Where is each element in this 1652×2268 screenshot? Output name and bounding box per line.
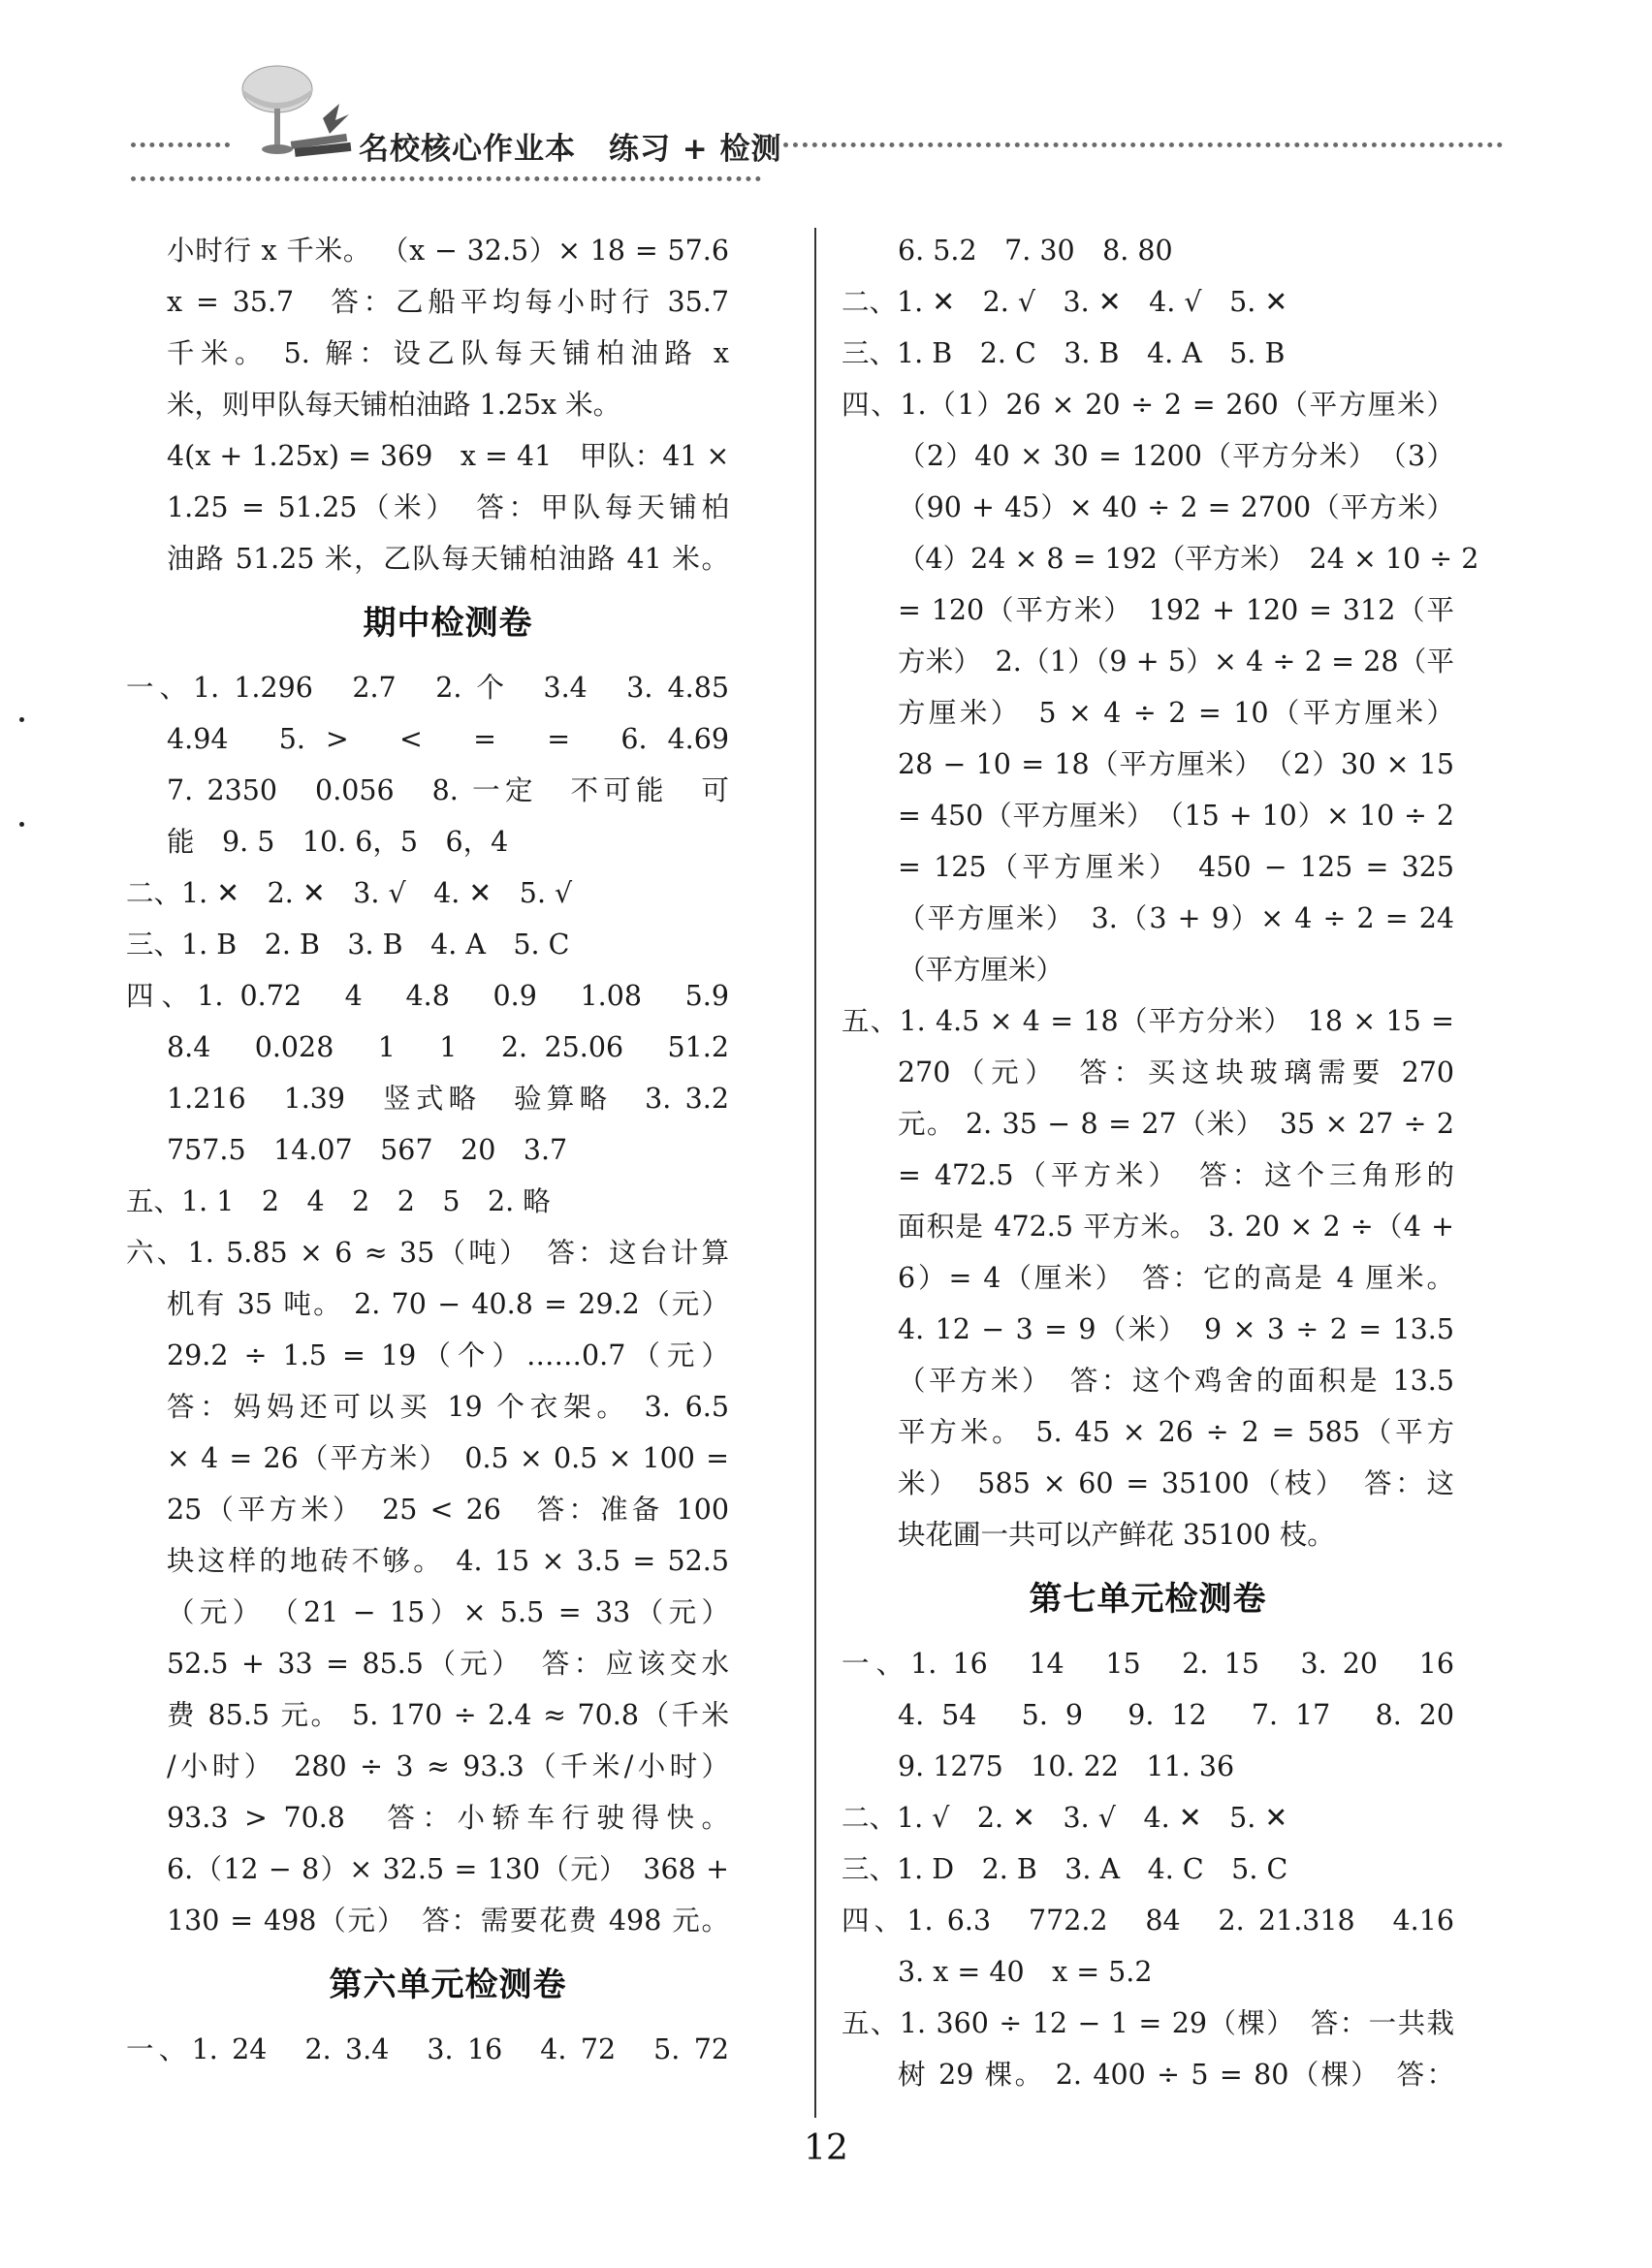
answer-line: 一、1. 1.296 2.7 2. 个 3.4 3. 4.85 xyxy=(126,672,729,704)
answer-line: 28 − 10 = 18（平方厘米） （2）30 × 15 xyxy=(898,748,1454,780)
answer-line: 四、1. 0.72 4 4.8 0.9 1.08 5.9 xyxy=(126,980,729,1012)
answer-line: 五、1. 4.5 × 4 = 18（平方分米） 18 × 15 = xyxy=(842,1005,1454,1037)
margin-speck xyxy=(19,822,24,827)
answer-line: 块花圃一共可以产鲜花 35100 枝。 xyxy=(898,1519,1335,1551)
answer-line: 4(x + 1.25x) = 369 x = 41 甲队：41 × xyxy=(167,440,730,472)
answer-line: 130 = 498（元） 答：需要花费 498 元。 xyxy=(167,1905,729,1937)
answer-line: 元。 2. 35 − 8 = 27（米） 35 × 27 ÷ 2 xyxy=(898,1108,1454,1140)
answer-line: 树 29 棵。 2. 400 ÷ 5 = 80（棵） 答： xyxy=(898,2059,1454,2091)
answer-line: 四、1. 6.3 772.2 84 2. 21.318 4.16 xyxy=(842,1905,1454,1937)
answer-line: 一、1. 24 2. 3.4 3. 16 4. 72 5. 72 xyxy=(126,2033,729,2065)
answer-line: = 120（平方米） 192 + 120 = 312（平 xyxy=(898,594,1454,626)
page-number: 12 xyxy=(804,2128,848,2168)
answer-column-left xyxy=(126,225,730,2075)
answer-line: 六、1. 5.85 × 6 ≈ 35（吨） 答：这台计算 xyxy=(126,1237,729,1269)
answer-line: 9. 1275 10. 22 11. 36 xyxy=(898,1750,1235,1782)
answer-line: 面积是 472.5 平方米。 3. 20 × 2 ÷（4 + xyxy=(898,1211,1454,1243)
answer-line: （平方厘米） 3.（3 + 9）× 4 ÷ 2 = 24 xyxy=(898,902,1454,934)
answer-line: 93.3 > 70.8 答：小轿车行驶得快。 xyxy=(167,1802,729,1834)
answer-line: 29.2 ÷ 1.5 = 19（个）……0.7（元） xyxy=(167,1339,729,1371)
answer-line: 二、1. ✕ 2. ✕ 3. √ 4. ✕ 5. √ xyxy=(126,877,573,909)
book-title: 名校核心作业本 xyxy=(359,132,576,167)
section-heading: 第七单元检测卷 xyxy=(1029,1580,1267,1619)
answer-line: 方厘米） 5 × 4 ÷ 2 = 10（平方厘米） xyxy=(898,697,1454,729)
desk-lamp-books-icon xyxy=(221,60,357,167)
section-heading: 期中检测卷 xyxy=(363,604,533,643)
answer-line: 一、1. 16 14 15 2. 15 3. 20 16 xyxy=(842,1648,1454,1680)
answer-line: （90 + 45）× 40 ÷ 2 = 2700（平方米） xyxy=(898,491,1454,523)
answer-line: 7. 2350 0.056 8. 一定 不可能 可 xyxy=(167,774,729,806)
answer-line: 二、1. √ 2. ✕ 3. √ 4. ✕ 5. ✕ xyxy=(842,1802,1288,1834)
answer-line: /小时） 280 ÷ 3 ≈ 93.3（千米/小时） xyxy=(167,1750,729,1782)
answer-line: （4）24 × 8 = 192（平方米） 24 × 10 ÷ 2 xyxy=(898,543,1479,575)
answer-line: 6.（12 − 8）× 32.5 = 130（元） 368 + xyxy=(167,1853,729,1885)
answer-line: 4. 12 − 3 = 9（米） 9 × 3 ÷ 2 = 13.5 xyxy=(898,1313,1454,1345)
answer-line: = 125（平方厘米） 450 − 125 = 325 xyxy=(898,851,1454,883)
header-dotted-rule-right xyxy=(783,142,1503,147)
answer-line: 4.94 5. > < = = 6. 4.69 xyxy=(167,723,729,755)
answer-line: （平方米） 答：这个鸡舍的面积是 13.5 xyxy=(898,1365,1454,1397)
header-title xyxy=(359,124,782,168)
answer-line: 三、1. B 2. C 3. B 4. A 5. B xyxy=(842,337,1286,369)
answer-line: 6）= 4（厘米） 答：它的高是 4 厘米。 xyxy=(898,1262,1454,1294)
answer-line: = 450（平方厘米） （15 + 10）× 10 ÷ 2 xyxy=(898,800,1454,832)
answer-line: 25（平方米） 25 < 26 答：准备 100 xyxy=(167,1494,729,1526)
answer-line: 8.4 0.028 1 1 2. 25.06 51.2 xyxy=(167,1031,729,1063)
answer-column-right xyxy=(842,225,1479,2100)
answer-line: 五、1. 360 ÷ 12 − 1 = 29（棵） 答：一共栽 xyxy=(842,2007,1454,2039)
book-subtitle: 练习 + 检测 xyxy=(609,132,782,167)
answer-line: 三、1. B 2. B 3. B 4. A 5. C xyxy=(126,929,570,961)
answer-line: （平方厘米） xyxy=(898,954,1064,986)
answer-line: 52.5 + 33 = 85.5（元） 答：应该交水 xyxy=(167,1648,729,1680)
answer-line: 米，则甲队每天铺柏油路 1.25x 米。 xyxy=(167,389,621,421)
section-heading: 第六单元检测卷 xyxy=(329,1966,567,2004)
answer-line: 千米。 5. 解：设乙队每天铺柏油路 x xyxy=(167,337,729,369)
answer-line: 二、1. ✕ 2. √ 3. ✕ 4. √ 5. ✕ xyxy=(842,286,1288,318)
answer-line: 费 85.5 元。 5. 170 ÷ 2.4 ≈ 70.8（千米 xyxy=(167,1699,729,1731)
answer-line: 小时行 x 千米。 （x − 32.5）× 18 = 57.6 xyxy=(167,235,729,267)
answer-line: 油路 51.25 米，乙队每天铺柏油路 41 米。 xyxy=(167,543,729,575)
answer-line: 3. x = 40 x = 5.2 xyxy=(898,1956,1153,1988)
margin-speck xyxy=(19,717,24,722)
answer-line: （2）40 × 30 = 1200（平方分米） （3） xyxy=(898,440,1454,472)
header-dotted-rule-lower xyxy=(131,176,761,181)
answer-line: 1.216 1.39 竖式略 验算略 3. 3.2 xyxy=(167,1083,729,1115)
answer-line: 块这样的地砖不够。 4. 15 × 3.5 = 52.5 xyxy=(167,1545,729,1577)
answer-line: 答：妈妈还可以买 19 个衣架。 3. 6.5 xyxy=(167,1391,729,1423)
answer-line: 6. 5.2 7. 30 8. 80 xyxy=(898,235,1173,267)
answer-line: = 472.5（平方米） 答：这个三角形的 xyxy=(898,1159,1454,1191)
answer-line: 方米） 2.（1）（9 + 5）× 4 ÷ 2 = 28（平 xyxy=(898,646,1454,677)
answer-line: 平方米。 5. 45 × 26 ÷ 2 = 585（平方 xyxy=(898,1416,1454,1448)
answer-line: 4. 54 5. 9 9. 12 7. 17 8. 20 xyxy=(898,1699,1454,1731)
answer-line: x = 35.7 答：乙船平均每小时行 35.7 xyxy=(167,286,729,318)
answer-line: 三、1. D 2. B 3. A 4. C 5. C xyxy=(842,1853,1288,1885)
answer-line: 四、1.（1）26 × 20 ÷ 2 = 260（平方厘米） xyxy=(842,389,1454,421)
answer-line: 757.5 14.07 567 20 3.7 xyxy=(167,1134,568,1166)
answer-line: 米） 585 × 60 = 35100（枝） 答：这 xyxy=(898,1467,1454,1499)
page-header xyxy=(0,0,1652,194)
answer-line: 五、1. 1 2 4 2 2 5 2. 略 xyxy=(126,1185,551,1217)
answer-line: 270（元） 答：买这块玻璃需要 270 xyxy=(898,1056,1454,1088)
answer-line: 1.25 = 51.25（米） 答：甲队每天铺柏 xyxy=(167,491,729,523)
column-divider xyxy=(814,228,816,2118)
answer-line: 机有 35 吨。 2. 70 − 40.8 = 29.2（元） xyxy=(167,1288,729,1320)
header-dotted-rule-left xyxy=(131,142,230,147)
answer-line: × 4 = 26（平方米） 0.5 × 0.5 × 100 = xyxy=(167,1442,729,1474)
answer-line: （元） （21 − 15）× 5.5 = 33（元） xyxy=(167,1596,729,1628)
answer-line: 能 9. 5 10. 6，5 6，4 xyxy=(167,826,509,858)
